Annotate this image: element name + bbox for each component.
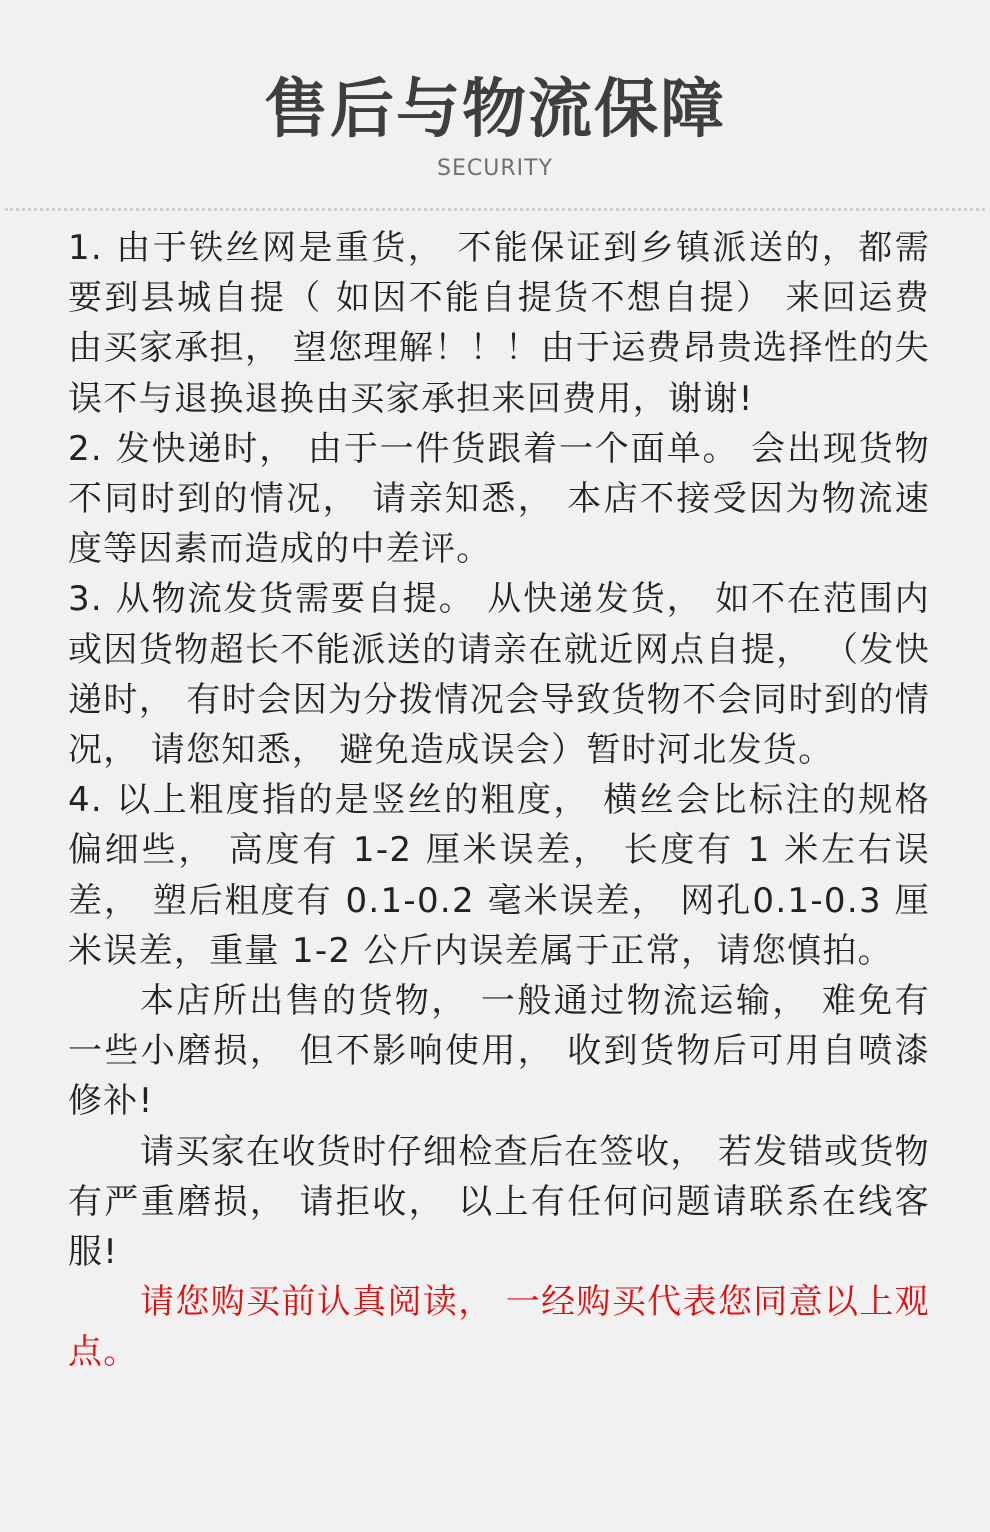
- policy-item-2: 2. 发快递时， 由于一件货跟着一个面单。 会出现货物不同时到的情况， 请亲知悉， 本店不接受因为物流速度等因素而造成的中差评。: [68, 428, 930, 570]
- policy-item-4: 4. 以上粗度指的是竖丝的粗度， 横丝会比标注的规格偏细些， 高度有 1-2 厘米误差， 长度有 1 米左右误差， 塑后粗度有 0.1-0.2 毫米误差， 网孔0.1-0.3 厘米误差，重量 1-2 公斤内误差属于正常，请您慎拍。: [68, 780, 930, 971]
- page-subtitle: SECURITY: [437, 156, 553, 181]
- purchase-agreement-notice: 请您购买前认真阅读， 一经购买代表您同意以上观点。: [68, 1282, 930, 1373]
- policy-item-1: 1. 由于铁丝网是重货， 不能保证到乡镇派送的，都需要到县城自提（ 如因不能自提货不想自提） 来回运费由买家承担， 望您理解！！！由于运费昂贵选择性的失误不与退换退换由买家承担来回费用，谢谢!: [68, 228, 930, 419]
- inspection-notice-paragraph: 请买家在收货时仔细检查后在签收， 若发错或货物有严重磨损， 请拒收， 以上有任何问题请联系在线客服!: [68, 1131, 930, 1273]
- policy-content: [0, 211, 990, 1378]
- page-title: 售后与物流保障: [264, 73, 726, 147]
- policy-item-3: 3. 从物流发货需要自提。 从快递发货， 如不在范围内或因货物超长不能派送的请亲在就近网点自提， （发快递时， 有时会因为分拨情况会导致货物不会同时到的情况， 请您知悉， 避免造成误会）暂时河北发货。: [68, 579, 930, 771]
- wear-notice-paragraph: 本店所出售的货物， 一般通过物流运输， 难免有一些小磨损， 但不影响使用， 收到货物后可用自喷漆修补!: [68, 981, 930, 1122]
- page-header: [0, 0, 990, 184]
